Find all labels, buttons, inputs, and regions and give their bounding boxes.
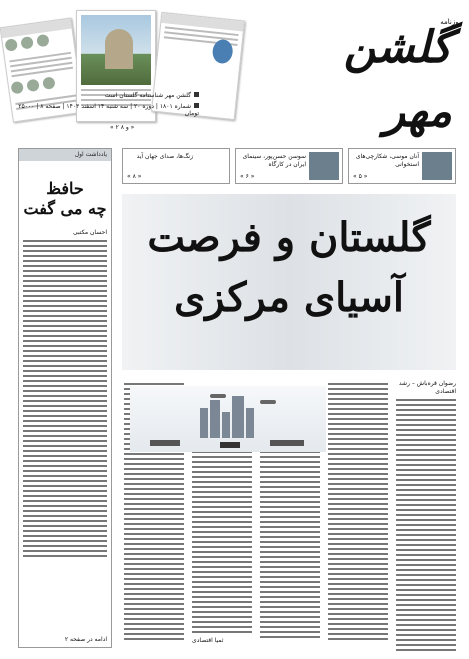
- teaser-box[interactable]: [235, 148, 343, 184]
- daily-label: روزنامه: [440, 18, 462, 26]
- article-lead: رضوان قره‌باش – رشد اقتصادی: [398, 380, 456, 395]
- teaser-photo: [309, 152, 339, 180]
- teaser-text: زنگ‌ها، صدای جهان آید: [136, 153, 193, 160]
- editorial-author: احسان مکتبی: [72, 229, 107, 236]
- building-icon: [232, 396, 244, 438]
- teaser-box[interactable]: [348, 148, 456, 184]
- continued-note: ادامه در صفحه ۲: [64, 636, 107, 643]
- article-column: [192, 448, 252, 648]
- teaser-page: « ۶ »: [240, 173, 255, 180]
- teaser-box[interactable]: [122, 148, 230, 184]
- teaser-photo: [422, 152, 452, 180]
- issue-info: شماره ۱۸۰۱ | دوره ۲۰ | سه شنبه ۱۴ اسفند ۱۴۰۳ | صفحه ۸ | ۲۵۰۰۰ تومان: [18, 103, 199, 117]
- newspaper-logo: گلشن مهر: [343, 22, 452, 137]
- teaser-strip: [122, 148, 456, 184]
- editorial-title-line: حافظ: [46, 179, 84, 198]
- airplane-icon: [260, 400, 276, 404]
- editorial-title-line: چه می گفت: [23, 199, 107, 218]
- building-icon: [222, 412, 230, 438]
- promo-page-ref: « ۲ و ۸ »: [110, 124, 135, 131]
- tomb-photo: [81, 15, 151, 85]
- article-column: [260, 448, 320, 648]
- teaser-text: آنان موسی، شکارچی‌های استخوانی: [355, 153, 419, 168]
- ship-icon: [150, 440, 180, 446]
- article-signature: ثمیا اقتصادی: [192, 637, 224, 644]
- headline-line-1: گلستان و فرصت: [147, 214, 431, 261]
- editorial-title: [19, 179, 111, 219]
- building-icon: [210, 400, 220, 438]
- building-icon: [246, 408, 254, 438]
- masthead: [266, 14, 462, 137]
- article-column: [328, 380, 388, 648]
- ship-icon: [270, 440, 304, 446]
- airplane-icon: [210, 394, 226, 398]
- teaser-text: سوسن حسن‌پور، سینمای ایران در کارگاه: [242, 153, 306, 168]
- editorial-column: [18, 148, 112, 648]
- article-column: [396, 380, 456, 648]
- trade-illustration: [130, 386, 326, 452]
- main-headline[interactable]: [122, 194, 456, 370]
- teaser-page: « ۸ »: [127, 173, 142, 180]
- truck-icon: [220, 442, 240, 448]
- teaser-page: « ۵ »: [353, 173, 368, 180]
- masthead-info: [11, 92, 199, 121]
- building-icon: [200, 408, 208, 438]
- tagline: گلشن مهر شناسنامه گلستان است: [104, 92, 191, 99]
- editorial-body: [19, 240, 111, 557]
- headline-line-2: آسیای مرکزی: [173, 274, 405, 321]
- column-band: یادداشت اول: [19, 149, 111, 161]
